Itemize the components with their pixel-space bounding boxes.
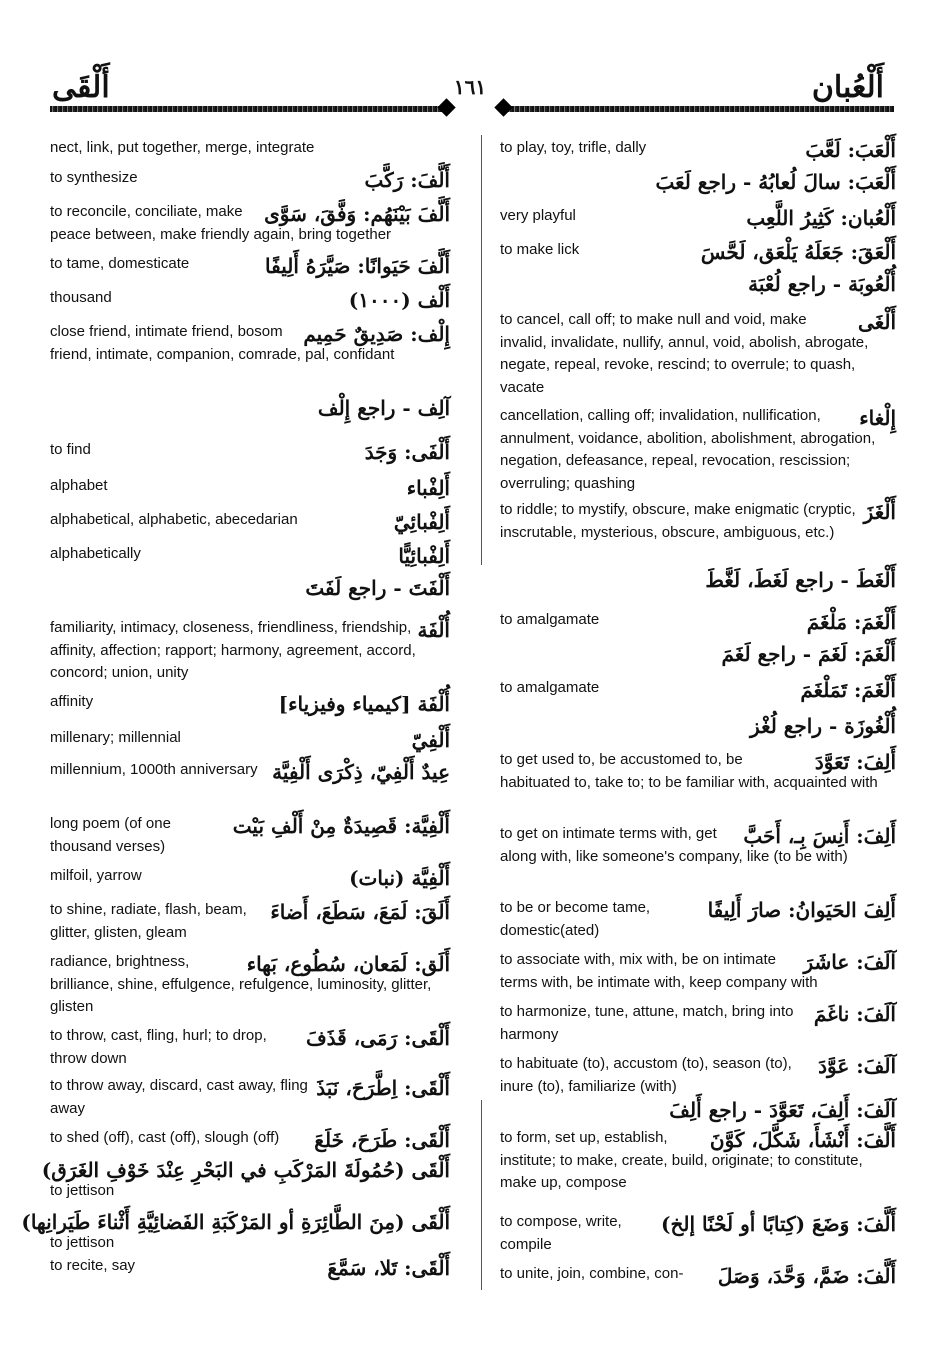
arabic-headword: أَلْعَقَ: جَعَلَهُ يَلْعَق، لَحَّسَ — [700, 240, 896, 264]
english-definition: to tame, domesticate — [50, 255, 190, 272]
arabic-headword: أُلْفَة — [417, 618, 450, 642]
arabic-headword: أَلْعُبان: كَثِيرُ اللَّعِب — [746, 206, 896, 230]
english-definition: to shed (off), cast (off), slough (off) — [50, 1129, 280, 1146]
dictionary-entry — [500, 1001, 896, 1046]
dictionary-entry — [50, 287, 450, 310]
arabic-headword: آلَفَ: عاشَرَ — [803, 950, 896, 974]
english-definition: close friend, intimate friend, bosom friend, intimate, companion, comrade, pal, confidant — [50, 323, 395, 363]
arabic-headword: أَلْفِيَّة: قَصِيدَةٌ مِنْ أَلْفِ بَيْت — [232, 814, 450, 838]
dictionary-entry — [50, 439, 450, 462]
arabic-headword: آلَفَ: عَوَّدَ — [818, 1054, 896, 1078]
english-definition: to get used to, be accustomed to, be habituated to, take to; to be familiar with, acquainted with — [500, 751, 878, 791]
arabic-headword: أَلْغَمَ: لَغَمَ - راجع لَغَمَ — [721, 642, 896, 666]
arabic-headword: أَلَّفَ: وَضَعَ (كِتابًا أو لَحْنًا إلخ) — [661, 1212, 896, 1236]
arabic-headword: أَلْفَتَ - راجع لَفَتَ — [305, 576, 450, 600]
dictionary-entry — [500, 169, 896, 192]
dictionary-entry — [500, 823, 896, 868]
arabic-headword: إِلْف: صَدِيقٌ حَمِيم — [303, 322, 450, 346]
english-definition: alphabetically — [50, 545, 141, 562]
arabic-headword: أَلْغَطَ - راجع لَغَطَ، لَغَّطَ — [705, 568, 896, 592]
header-rule-right — [502, 104, 894, 114]
english-definition: cancellation, calling off; invalidation, nullification, annulment, voidance, abolition, abolishment, abrogation, negation, defeasance, repeal, revocation, rescission; overruling; quashing — [500, 407, 876, 492]
dictionary-entry — [500, 137, 896, 160]
dictionary-entry — [500, 1211, 896, 1256]
arabic-headword: أُلْغُوزَة - راجع لُغْز — [750, 714, 896, 738]
dictionary-entry — [500, 1263, 896, 1286]
arabic-headword: أَلِفْبائِيًّا — [398, 544, 450, 568]
arabic-headword: أَلَّفَ: ضَمَّ، وَحَّدَ، وَصَلَ — [717, 1264, 896, 1288]
dictionary-entry — [500, 609, 896, 632]
dictionary-entry — [50, 951, 450, 1019]
arabic-headword: أَلْعَبَ: لَعَّبَ — [805, 138, 896, 162]
dictionary-entry — [50, 253, 450, 276]
arabic-headword: أَلْقَى: طَرَحَ، خَلَعَ — [314, 1128, 450, 1152]
english-definition: to habituate (to), accustom (to), season (to), inure (to), familiarize (with) — [500, 1055, 792, 1095]
english-definition: to riddle; to mystify, obscure, make enigmatic (cryptic, inscrutable, mysterious, obscure, ambiguous, etc.) — [500, 501, 856, 541]
arabic-headword: آلِف - راجع إِلْف — [317, 396, 450, 420]
dictionary-entry — [50, 321, 450, 366]
diamond-ornament — [437, 98, 455, 116]
arabic-headword: آلَفَ: أَلِفَ، تَعَوَّدَ - راجع أَلِفَ — [669, 1098, 896, 1122]
arabic-headword: أَلِفْبائِيّ — [393, 510, 450, 534]
arabic-headword: أَلْغَى — [858, 310, 896, 334]
english-definition: to throw away, discard, cast away, fling away — [50, 1077, 308, 1117]
dictionary-entry — [50, 759, 450, 782]
dictionary-entry — [500, 949, 896, 994]
english-definition: to jettison — [50, 1181, 115, 1199]
english-definition: alphabet — [50, 477, 108, 494]
arabic-headword: أَلْغَمَ: تَمَلْغَمَ — [800, 678, 896, 702]
english-definition: to find — [50, 441, 91, 458]
dictionary-entry — [500, 499, 896, 544]
arabic-headword: أَلْقَى (حُمُولَةَ المَرْكَبِ في البَحْرِ عِنْدَ خَوْفِ الغَرَق) — [41, 1158, 450, 1182]
arabic-headword: أَلْغَمَ: مَلْغَمَ — [806, 610, 896, 634]
dictionary-entry — [500, 713, 896, 736]
dictionary-entry — [50, 1025, 450, 1070]
dictionary-entry — [500, 271, 896, 294]
dictionary-entry — [50, 137, 450, 160]
english-definition: affinity — [50, 693, 94, 710]
dictionary-entry — [500, 897, 896, 942]
english-definition: to unite, join, combine, con- — [500, 1265, 684, 1282]
dictionary-entry — [50, 543, 450, 566]
arabic-headword: إِلْغاء — [859, 406, 896, 430]
arabic-headword: أَلِفْباء — [406, 476, 450, 500]
dictionary-entry — [50, 865, 450, 888]
dictionary-entry — [500, 567, 896, 590]
dictionary-entry — [500, 1127, 896, 1195]
dictionary-entry — [50, 575, 450, 598]
arabic-headword: أَلِفَ الحَيَوانُ: صارَ أَلِيفًا — [707, 898, 896, 922]
dictionary-entry — [500, 1053, 896, 1098]
english-definition: thousand — [50, 289, 112, 306]
arabic-headword: أَلْقَى (مِنَ الطَّائِرَةِ أو المَرْكَبَةِ الفَضائِيَّةِ أَثْناءَ طَيَرانِها) — [21, 1210, 450, 1234]
dictionary-entry — [50, 1255, 450, 1278]
english-definition: to recite, say — [50, 1257, 136, 1274]
english-definition: millennium, 1000th anniversary — [50, 761, 258, 778]
arabic-headword: أُلْفَة [كيمياء وفيزياء] — [278, 692, 450, 716]
dictionary-entry — [50, 617, 450, 685]
dictionary-entry — [50, 509, 450, 532]
dictionary-entry — [500, 641, 896, 664]
dictionary-entry — [50, 899, 450, 944]
english-definition: nect, link, put together, merge, integrate — [50, 139, 315, 156]
arabic-headword: أَلْقَى: اِطَّرَحَ، نَبَذَ — [316, 1076, 450, 1100]
left-running-headword: أَلْقَى — [52, 70, 110, 105]
english-definition: to cancel, call off; to make null and void, make invalid, invalidate, nullify, annul, void, abolish, abrogate, negate, repeal, revoke, rescind; to overrule; to quash, vacate — [500, 311, 869, 396]
english-definition: to synthesize — [50, 169, 138, 186]
page-header — [0, 0, 936, 135]
english-definition: to form, set up, establish, institute; to make, create, build, originate; to constitute, make up, compose — [500, 1129, 863, 1191]
arabic-headword: أَلَقَ: لَمَعَ، سَطَعَ، أَضاءَ — [270, 900, 450, 924]
english-definition: millenary; millennial — [50, 729, 181, 746]
dictionary-entry — [50, 1075, 450, 1120]
arabic-headword: أَلَّفَ: أَنْشَأَ، شَكَّلَ، كَوَّنَ — [709, 1128, 896, 1152]
arabic-headword: أَلْقَى: تَلا، سَمَّعَ — [327, 1256, 450, 1280]
dictionary-entry — [50, 167, 450, 190]
dictionary-entry — [500, 749, 896, 794]
arabic-headword: أُلْعُوبَة - راجع لُعْبَة — [748, 272, 896, 296]
dictionary-entry — [50, 475, 450, 498]
dictionary-entry — [500, 1097, 896, 1120]
arabic-headword: أَلْفِيّ — [411, 728, 450, 752]
page-number: ١٦١ — [453, 75, 487, 99]
arabic-headword: أَلَّفَ: رَكَّبَ — [364, 168, 450, 192]
english-definition: to jettison — [50, 1233, 115, 1251]
english-definition: familiarity, intimacy, closeness, friendliness, friendship, affinity, affection; rapport; harmony, agreement, accord, concord; union, unity — [50, 619, 416, 681]
dictionary-entry — [50, 1127, 450, 1150]
arabic-headword: أَلْقَى: رَمَى، قَذَفَ — [305, 1026, 450, 1050]
english-definition: milfoil, yarrow — [50, 867, 142, 884]
diamond-ornament — [494, 98, 512, 116]
dictionary-entry — [500, 239, 896, 262]
arabic-headword: أَلِفَ: تَعَوَّدَ — [814, 750, 896, 774]
english-definition: to get on intimate terms with, get along with, like someone's company, like (to be with) — [500, 825, 848, 865]
english-definition: to associate with, mix with, be on intimate terms with, be intimate with, keep company with — [500, 951, 818, 991]
english-definition: to amalgamate — [500, 611, 600, 628]
english-definition: to amalgamate — [500, 679, 600, 696]
english-definition: to be or become tame, domestic(ated) — [500, 899, 651, 939]
english-definition: alphabetical, alphabetic, abecedarian — [50, 511, 298, 528]
english-definition: very playful — [500, 207, 576, 224]
arabic-headword: أَلْغَزَ — [863, 500, 896, 524]
dictionary-entry — [500, 677, 896, 700]
dictionary-entry — [41, 1157, 450, 1202]
arabic-headword: أَلَق: لَمَعان، سُطُوع، بَهاء — [246, 952, 450, 976]
arabic-headword: أَلْفَى: وَجَدَ — [364, 440, 450, 464]
column-divider — [481, 135, 482, 565]
right-running-headword: أَلْعُبان — [811, 70, 884, 105]
english-definition: to shine, radiate, flash, beam, glitter, glisten, gleam — [50, 901, 247, 941]
dictionary-entry — [500, 205, 896, 228]
column-divider — [481, 1100, 482, 1290]
dictionary-entry — [500, 309, 896, 399]
english-definition: to harmonize, tune, attune, match, bring into harmony — [500, 1003, 794, 1043]
arabic-headword: عِيدٌ أَلْفِيّ، ذِكْرَى أَلْفِيَّة — [272, 760, 450, 784]
dictionary-entry — [21, 1209, 450, 1254]
arabic-headword: أَلَّفَ حَيَوانًا: صَيَّرَهُ أَلِيفًا — [265, 254, 450, 278]
dictionary-entry — [50, 691, 450, 714]
arabic-headword: أَلِفَ: أَنِسَ بِـ، أَحَبَّ — [743, 824, 896, 848]
dictionary-entry — [50, 395, 450, 418]
english-definition: to reconcile, conciliate, make peace between, make friendly again, bring together — [50, 203, 392, 243]
arabic-headword: أَلْعَبَ: سالَ لُعابُهُ - راجع لَعَبَ — [655, 170, 896, 194]
dictionary-entry — [50, 813, 450, 858]
english-definition: to compose, write, compile — [500, 1213, 622, 1253]
english-definition: to play, toy, trifle, dally — [500, 139, 647, 156]
arabic-headword: أَلَّفَ بَيْنَهُم: وَفَّقَ، سَوَّى — [264, 202, 450, 226]
english-definition: radiance, brightness, brilliance, shine, effulgence, refulgence, luminosity, glitter, glisten — [50, 953, 432, 1015]
english-definition: to make lick — [500, 241, 580, 258]
header-rule-left — [50, 104, 448, 114]
dictionary-entry — [50, 727, 450, 750]
arabic-headword: أَلْف (١٠٠٠) — [348, 288, 450, 312]
english-definition: to throw, cast, fling, hurl; to drop, throw down — [50, 1027, 267, 1067]
arabic-headword: أَلْفِيَّة (نبات) — [349, 866, 450, 890]
english-definition: long poem (of one thousand verses) — [50, 815, 171, 855]
arabic-headword: آلَفَ: ناغَمَ — [813, 1002, 896, 1026]
dictionary-entry — [50, 201, 450, 246]
dictionary-entry — [500, 405, 896, 495]
